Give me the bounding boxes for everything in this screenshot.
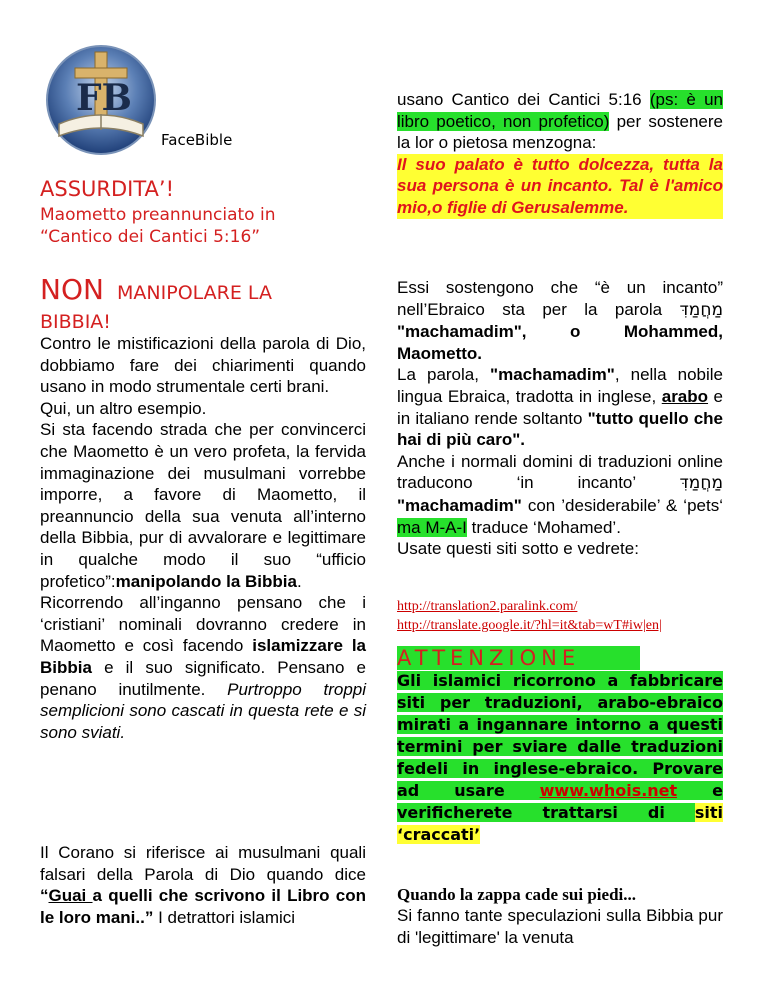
subtitle-line-2: “Cantico dei Cantici 5:16” [40, 227, 261, 247]
links-block [397, 598, 723, 635]
right-body-g: traduce ‘Mohamed’. [466, 517, 621, 537]
siti-craccati: siti ‘craccati’ [397, 803, 723, 844]
right-body-h: Usate questi siti sotto e vedrete [397, 539, 635, 559]
machamadim-1: "machamadim", o Mohammed, Maometto. [397, 322, 723, 363]
zappa-body: Si fanno tante speculazioni sulla Bibbia pur di 'legittimare' la venuta [397, 906, 723, 947]
left-corano-paragraph [40, 842, 366, 928]
headline-manipolare: MANIPOLARE LA [117, 282, 272, 304]
headline-non: NON [40, 273, 104, 306]
attenzione-body [397, 670, 723, 846]
facebible-logo [45, 44, 157, 156]
links-line-1 [397, 598, 723, 616]
hebrew-word: מַחֲמַדִּ [679, 299, 723, 320]
right-body-b: La parola, [397, 365, 491, 385]
right-body-colon: : [634, 539, 639, 559]
right-body [397, 277, 723, 560]
logo-letters: FB [76, 77, 132, 119]
attenzione-body-text-2: e verificherete trattarsi di [397, 781, 724, 822]
corano-guai: Guai [48, 886, 93, 906]
mal-highlight: ma M-A-I [397, 517, 467, 537]
attenzione-block [397, 646, 723, 846]
left-p3-text: Si sta facendo strada che per convincerci che Maometto è un vero profeta, la fervida immaginazione dei musulmani vorrebbe imporre, a favore di Maometto, il preannuncio della sua venuta all’interno della Bibbia, pur di avvalorare e legittimare in qualche modo il suo “ufficio profetico”: [40, 420, 366, 591]
cantico-quote: Il suo palato è tutto dolcezza, tutta la sua persona è un incanto. Tal è l'amico mio,o figlie di Gerusalemme. [397, 154, 723, 217]
corano-text: Il Corano si riferisce ai musulmani quali falsari della Parola di Dio quando dice [40, 843, 366, 884]
machamadim-3: "machamadim" [397, 495, 522, 515]
attenzione-body-text: Gli islamici ricorrono a fabbricare siti per traduzioni, arabo-ebraico mirati a ingannare intorno a questi termini per sviare dalle traduzioni fedeli in inglese-ebraico. Provare ad usare [397, 671, 723, 800]
right-intro-text: usano Cantico dei Cantici 5:16 [397, 90, 650, 109]
right-body-c: , nella nobile lingua Ebraica, tradotta in inglese, [397, 365, 723, 406]
right-body-e: Anche i normali domini di traduzioni online traducono ‘in incanto’ [397, 451, 723, 493]
brand-name: FaceBible [161, 131, 233, 149]
left-paragraph-1: Contro le mistificazioni della parola di Dio, dobbiamo fare dei chiarimenti quando usano in modo strumentale certi brani. [40, 334, 366, 397]
corano-quote-bold: a quelli che scrivono il Libro con le loro mani..” [40, 886, 366, 927]
whois-link[interactable]: www.whois.net [539, 781, 678, 800]
zappa-title: Quando la zappa cade sui piedi... [397, 885, 637, 904]
left-p4-text: Ricorrendo all’inganno pensano che i ‘cristiani’ nominali dovranno credere in Maometto e così facendo [40, 593, 366, 656]
arabo-word: arabo [661, 386, 709, 406]
link-google-translate[interactable]: http://translate.google.it/?hl=it&tab=wT#iw|en| [397, 618, 662, 633]
headline-non-manipolare [40, 273, 370, 337]
left-paragraph-2: Qui, un altro esempio. [40, 398, 207, 418]
link-paralink[interactable]: http://translation2.paralink.com/ [397, 599, 578, 614]
left-p4-italic: Purtroppo troppi semplicioni sono cascati in questa rete e si sono sviati. [40, 679, 367, 742]
headline-assurdita: ASSURDITA’! [40, 177, 175, 201]
right-body-a: Essi sostengono che “è un incanto” nell’Ebraico sta per la parola [397, 278, 723, 319]
right-intro [397, 89, 723, 219]
left-body-text [40, 333, 366, 743]
left-p3-bold: manipolando la Bibbia [115, 571, 297, 591]
headline-subtitle [40, 204, 370, 248]
right-intro-end: per sostenere la lor o pietosa menzogna: [397, 111, 723, 153]
hebrew-word-2: מַחֲמַדִּ [679, 473, 723, 494]
left-p4-bold: islamizzare la Bibbia [40, 636, 367, 677]
corano-quote-open: “ [40, 886, 49, 906]
tutto-quello: "tutto quello che hai di più caro". [397, 408, 723, 450]
right-intro-green: (ps: è un libro poetico, non profetico) [397, 90, 724, 131]
machamadim-2: "machamadim" [490, 365, 615, 385]
right-body-d: e in italiano rende soltanto [397, 386, 723, 428]
left-p4-end: e il suo significato. Pensano e penano inutilmente. [40, 657, 366, 699]
attenzione-title-text: ATTENZIONE [397, 646, 640, 670]
left-paragraph-3 [40, 419, 366, 592]
headline-bibbia: BIBBIA! [40, 311, 111, 333]
corano-end: I detrattori islamici [153, 907, 296, 927]
subtitle-line-1: Maometto preannunciato in [40, 205, 276, 225]
left-paragraph-4 [40, 592, 366, 743]
right-body-f: con ’desiderabile’ & ‘pets‘ [521, 495, 723, 515]
attenzione-title [397, 646, 723, 670]
zappa-section [397, 885, 723, 948]
left-p3-end: . [296, 571, 302, 591]
